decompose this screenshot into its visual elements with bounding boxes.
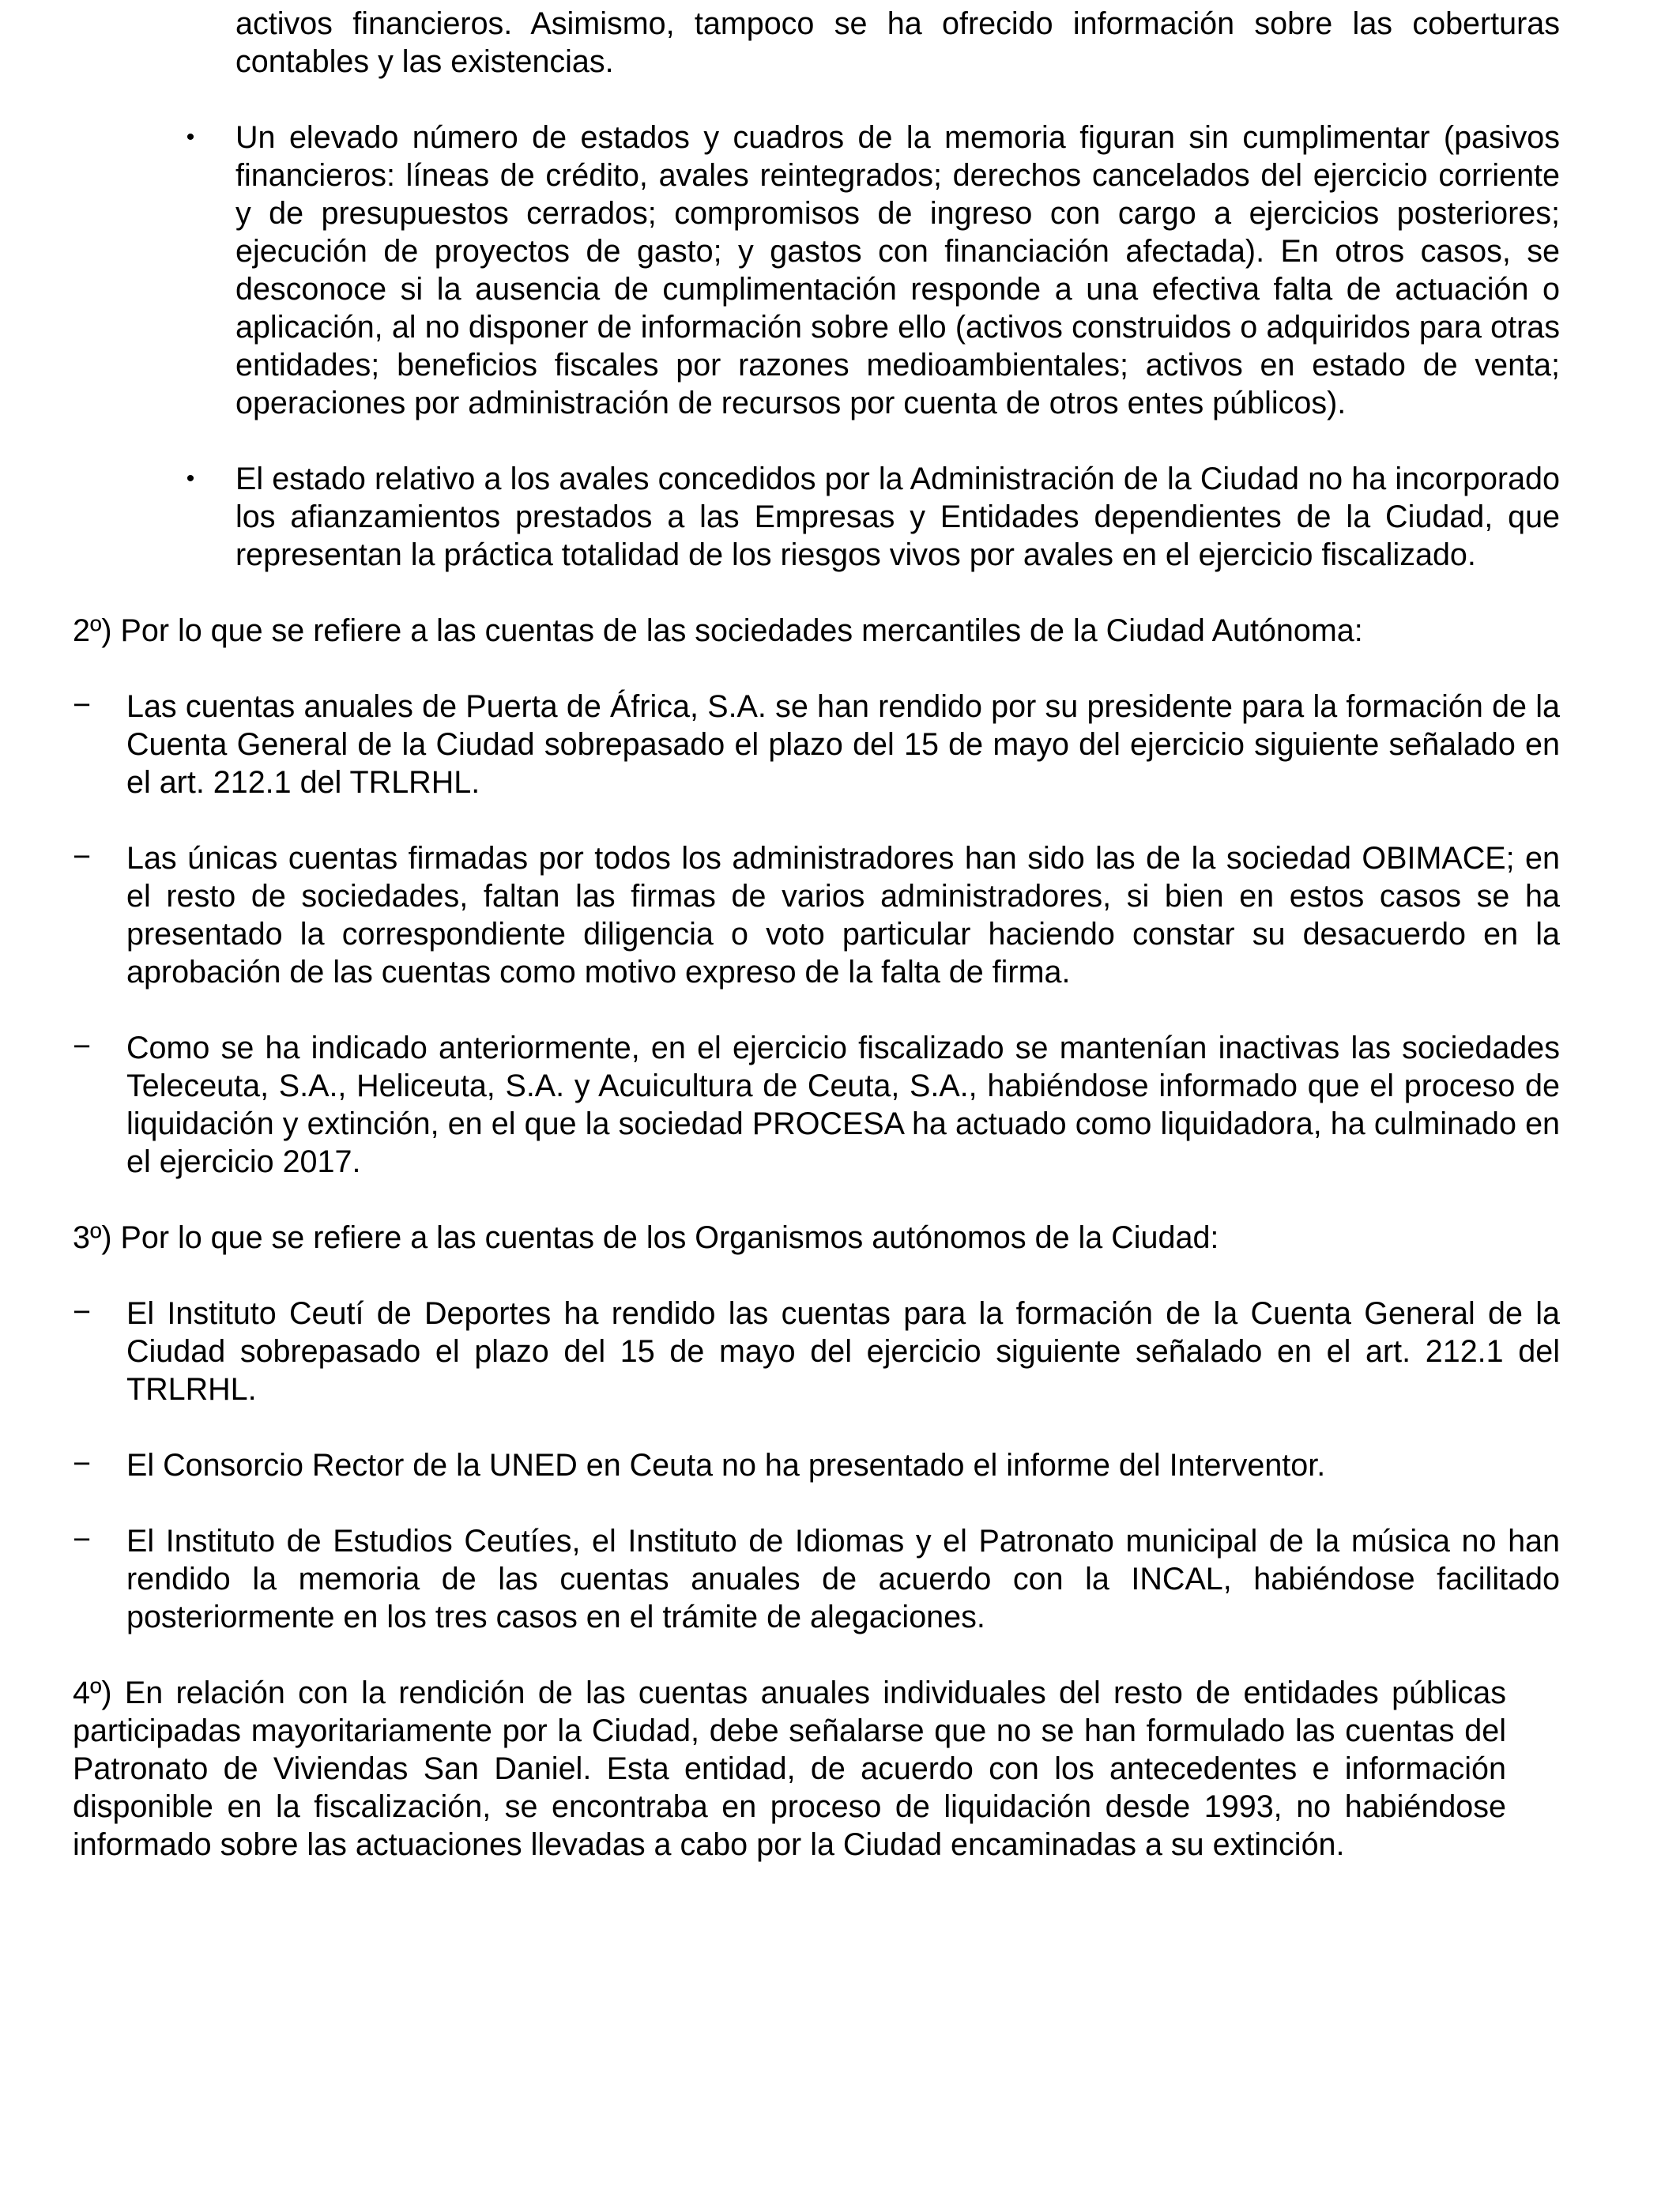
section-3-item [73, 1295, 1560, 1408]
continuation-paragraph: activos financieros. Asimismo, tampoco se ha ofrecido información sobre las coberturas contables y las existencias. [235, 6, 1560, 79]
section-2-item-text: Las cuentas anuales de Puerta de África, S.A. se han rendido por su presidente para la formación de la Cuenta General de la Ciudad sobrepasado el plazo del 15 de mayo del ejercicio siguiente señalado en el art. 212.1 del TRLRHL. [126, 689, 1560, 800]
bullet-item [126, 119, 1560, 422]
dash-icon: − [73, 1446, 92, 1481]
section-2-item [73, 839, 1560, 991]
section-3-item-text: El Instituto de Estudios Ceutíes, el Instituto de Idiomas y el Patronato municipal de la música no han rendido la memoria de las cuentas anuales de acuerdo con la INCAL, habiéndose facilitado posteriormente en los tres casos en el trámite de alegaciones. [126, 1524, 1560, 1634]
dash-icon: − [73, 1295, 92, 1329]
section-4-paragraph: 4º) En relación con la rendición de las cuentas anuales individuales del resto de entidades públicas participadas mayoritariamente por la Ciudad, debe señalarse que no se han formulado las cuentas del Patronato de Viviendas San Daniel. Esta entidad, de acuerdo con los antecedentes e información disponible en la fiscalización, se encontraba en proceso de liquidación desde 1993, no habiéndose informado sobre las actuaciones llevadas a cabo por la Ciudad encaminadas a su extinción. [73, 1676, 1506, 1862]
dash-icon: − [73, 1029, 92, 1064]
spacer [126, 991, 1560, 1029]
spacer [126, 1408, 1560, 1446]
spacer [126, 801, 1560, 839]
section-2-item-text: Las únicas cuentas firmadas por todos los administradores han sido las de la sociedad OBIMACE; en el resto de sociedades, faltan las firmas de varios administradores, si bien en estos casos se ha presentado la correspondiente diligencia o voto particular haciendo constar su desacuerdo en la aprobación de las cuentas como motivo expreso de la falta de firma. [126, 841, 1560, 990]
section-3-item-text: El Consorcio Rector de la UNED en Ceuta no ha presentado el informe del Interventor. [126, 1448, 1326, 1483]
section-3-heading: 3º) Por lo que se refiere a las cuentas de los Organismos autónomos de la Ciudad: [73, 1220, 1219, 1255]
spacer [126, 1484, 1560, 1522]
section-2-item-text: Como se ha indicado anteriormente, en el ejercicio fiscalizado se mantenían inactivas las sociedades Teleceuta, S.A., Heliceuta, S.A. y Acuicultura de Ceuta, S.A., habiéndose informado que el proceso de liquidación y extinción, en el que la sociedad PROCESA ha actuado como liquidadora, ha culminado en el ejercicio 2017. [126, 1031, 1560, 1179]
document-page [73, 5, 1560, 1864]
dash-icon: − [73, 1522, 92, 1557]
spacer [126, 650, 1560, 688]
spacer [126, 81, 1560, 119]
bullet-icon: • [186, 124, 195, 150]
section-3-item [73, 1522, 1560, 1636]
spacer [126, 1636, 1560, 1674]
spacer [126, 422, 1560, 460]
spacer [126, 574, 1560, 612]
dash-icon: − [73, 688, 92, 722]
bullet-text: El estado relativo a los avales concedidos por la Administración de la Ciudad no ha incorporado los afianzamientos prestados a las Empresas y Entidades dependientes de la Ciudad, que representan la práctica totalidad de los riesgos vivos por avales en el ejercicio fiscalizado. [235, 462, 1560, 572]
bullet-icon: • [186, 466, 195, 492]
spacer [126, 1257, 1560, 1295]
section-3-item-text: El Instituto Ceutí de Deportes ha rendido las cuentas para la formación de la Cuenta General de la Ciudad sobrepasado el plazo del 15 de mayo del ejercicio siguiente señalado en el art. 212.1 del TRLRHL. [126, 1296, 1560, 1407]
section-2-item [73, 1029, 1560, 1181]
dash-icon: − [73, 839, 92, 874]
section-3-item [73, 1446, 1560, 1484]
section-2-item [73, 688, 1560, 801]
bullet-item [126, 460, 1560, 574]
section-2-heading: 2º) Por lo que se refiere a las cuentas de las sociedades mercantiles de la Ciudad Autónoma: [73, 613, 1363, 648]
spacer [126, 1181, 1560, 1219]
bullet-text: Un elevado número de estados y cuadros de la memoria figuran sin cumplimentar (pasivos financieros: líneas de crédito, avales reintegrados; derechos cancelados del ejercicio corriente y de presupuestos cerrados; compromisos de ingreso con cargo a ejercicios posteriores; ejecución de proyectos de gasto; y gastos con financiación afectada). En otros casos, se desconoce si la ausencia de cumplimentación responde a una efectiva falta de actuación o aplicación, al no disponer de información sobre ello (activos construidos o adquiridos para otras entidades; beneficios fiscales por razones medioambientales; activos en estado de venta; operaciones por administración de recursos por cuenta de otros entes públicos). [235, 120, 1560, 420]
